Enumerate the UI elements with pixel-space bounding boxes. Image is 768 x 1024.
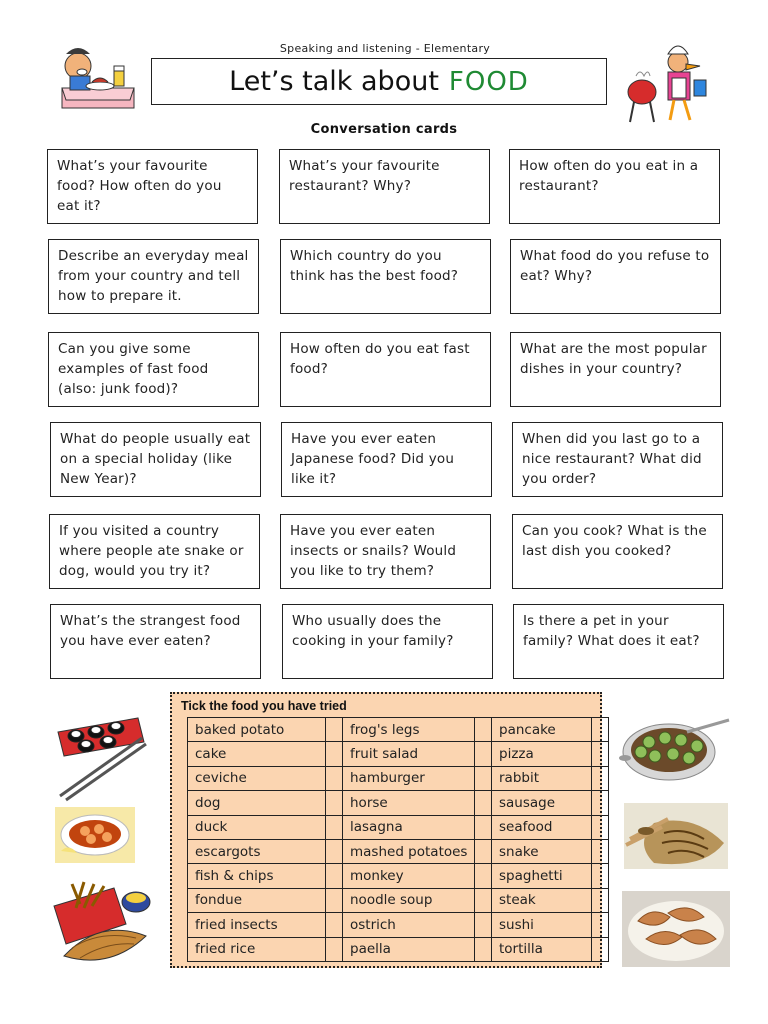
food-item: baked potato: [188, 718, 326, 742]
food-item: snake: [492, 839, 592, 863]
conversation-card: Describe an everyday meal from your country and tell how to prepare it.: [48, 239, 259, 314]
conversation-card: Who usually does the cooking in your family?: [282, 604, 493, 679]
food-item: fried rice: [188, 937, 326, 961]
sushi-tray-icon: [52, 712, 150, 802]
food-item: ceviche: [188, 766, 326, 790]
worksheet-subtitle: Speaking and listening - Elementary: [279, 42, 491, 55]
tick-box[interactable]: [592, 766, 609, 790]
tick-box[interactable]: [326, 718, 343, 742]
conversation-cards-heading: Conversation cards: [310, 122, 458, 137]
food-item: frog's legs: [343, 718, 475, 742]
fried-insects-photo-icon: [624, 803, 728, 869]
tick-box[interactable]: [475, 718, 492, 742]
food-item: fish & chips: [188, 864, 326, 888]
table-row: [188, 766, 609, 790]
table-row: [188, 815, 609, 839]
food-item: noodle soup: [343, 888, 475, 912]
tick-box[interactable]: [475, 937, 492, 961]
tick-box[interactable]: [592, 742, 609, 766]
conversation-card: Can you give some examples of fast food (also: junk food)?: [48, 332, 259, 407]
conversation-card: What’s the strangest food you have ever eaten?: [50, 604, 261, 679]
tick-box[interactable]: [592, 791, 609, 815]
title-box: [151, 58, 607, 105]
conversation-card: Is there a pet in your family? What does it eat?: [513, 604, 724, 679]
food-item: hamburger: [343, 766, 475, 790]
food-item: pizza: [492, 742, 592, 766]
tick-box[interactable]: [326, 839, 343, 863]
shrimp-bowl-icon: [55, 807, 135, 863]
tick-box[interactable]: [326, 913, 343, 937]
conversation-card: What food do you refuse to eat? Why?: [510, 239, 721, 314]
food-item: mashed potatoes: [343, 839, 475, 863]
diner-cartoon-icon: [52, 40, 142, 115]
tick-box[interactable]: [592, 937, 609, 961]
tick-box[interactable]: [592, 864, 609, 888]
tick-box[interactable]: [475, 742, 492, 766]
conversation-card: When did you last go to a nice restaurant? What did you order?: [512, 422, 723, 497]
food-item: rabbit: [492, 766, 592, 790]
table-row: [188, 718, 609, 742]
conversation-card: How often do you eat in a restaurant?: [509, 149, 720, 224]
chef-bbq-cartoon-icon: [620, 40, 720, 126]
table-row: [188, 791, 609, 815]
tick-box[interactable]: [592, 815, 609, 839]
conversation-card: How often do you eat fast food?: [280, 332, 491, 407]
tick-box[interactable]: [475, 888, 492, 912]
food-item: paella: [343, 937, 475, 961]
conversation-card: What’s your favourite restaurant? Why?: [279, 149, 490, 224]
table-row: [188, 864, 609, 888]
food-item: fruit salad: [343, 742, 475, 766]
table-row: [188, 839, 609, 863]
food-item: steak: [492, 888, 592, 912]
tick-box[interactable]: [475, 864, 492, 888]
tick-box[interactable]: [475, 791, 492, 815]
conversation-card: Which country do you think has the best food?: [280, 239, 491, 314]
tick-box[interactable]: [475, 913, 492, 937]
food-item: escargots: [188, 839, 326, 863]
escargot-plate-icon: [617, 712, 733, 784]
food-item: spaghetti: [492, 864, 592, 888]
table-row: [188, 888, 609, 912]
table-row: [188, 913, 609, 937]
food-item: dog: [188, 791, 326, 815]
tick-box[interactable]: [592, 839, 609, 863]
food-item: duck: [188, 815, 326, 839]
tick-box[interactable]: [475, 839, 492, 863]
food-checklist-heading: Tick the food you have tried: [181, 699, 347, 713]
tick-box[interactable]: [592, 888, 609, 912]
food-item: ostrich: [343, 913, 475, 937]
frog-legs-photo-icon: [622, 891, 730, 967]
tick-box[interactable]: [475, 815, 492, 839]
food-item: pancake: [492, 718, 592, 742]
tick-box[interactable]: [592, 913, 609, 937]
food-item: sausage: [492, 791, 592, 815]
food-item: seafood: [492, 815, 592, 839]
food-checklist-table: [187, 717, 609, 962]
conversation-card: Can you cook? What is the last dish you cooked?: [512, 514, 723, 589]
food-item: lasagna: [343, 815, 475, 839]
table-row: [188, 937, 609, 961]
food-item: fondue: [188, 888, 326, 912]
conversation-card: Have you ever eaten Japanese food? Did you like it?: [281, 422, 492, 497]
page-title-accent: FOOD: [448, 66, 529, 97]
food-item: cake: [188, 742, 326, 766]
fish-chips-icon: [50, 878, 160, 970]
food-item: horse: [343, 791, 475, 815]
page-title: Let’s talk about: [229, 66, 439, 97]
food-item: tortilla: [492, 937, 592, 961]
conversation-card: What’s your favourite food? How often do you eat it?: [47, 149, 258, 224]
conversation-card: Have you ever eaten insects or snails? Would you like to try them?: [280, 514, 491, 589]
food-item: fried insects: [188, 913, 326, 937]
conversation-card: What are the most popular dishes in your country?: [510, 332, 721, 407]
tick-box[interactable]: [326, 864, 343, 888]
conversation-card: If you visited a country where people ate snake or dog, would you try it?: [49, 514, 260, 589]
tick-box[interactable]: [475, 766, 492, 790]
tick-box[interactable]: [592, 718, 609, 742]
food-item: sushi: [492, 913, 592, 937]
conversation-card: What do people usually eat on a special holiday (like New Year)?: [50, 422, 261, 497]
food-item: monkey: [343, 864, 475, 888]
tick-box[interactable]: [326, 791, 343, 815]
tick-box[interactable]: [326, 815, 343, 839]
table-row: [188, 742, 609, 766]
tick-box[interactable]: [326, 888, 343, 912]
tick-box[interactable]: [326, 742, 343, 766]
tick-box[interactable]: [326, 937, 343, 961]
tick-box[interactable]: [326, 766, 343, 790]
